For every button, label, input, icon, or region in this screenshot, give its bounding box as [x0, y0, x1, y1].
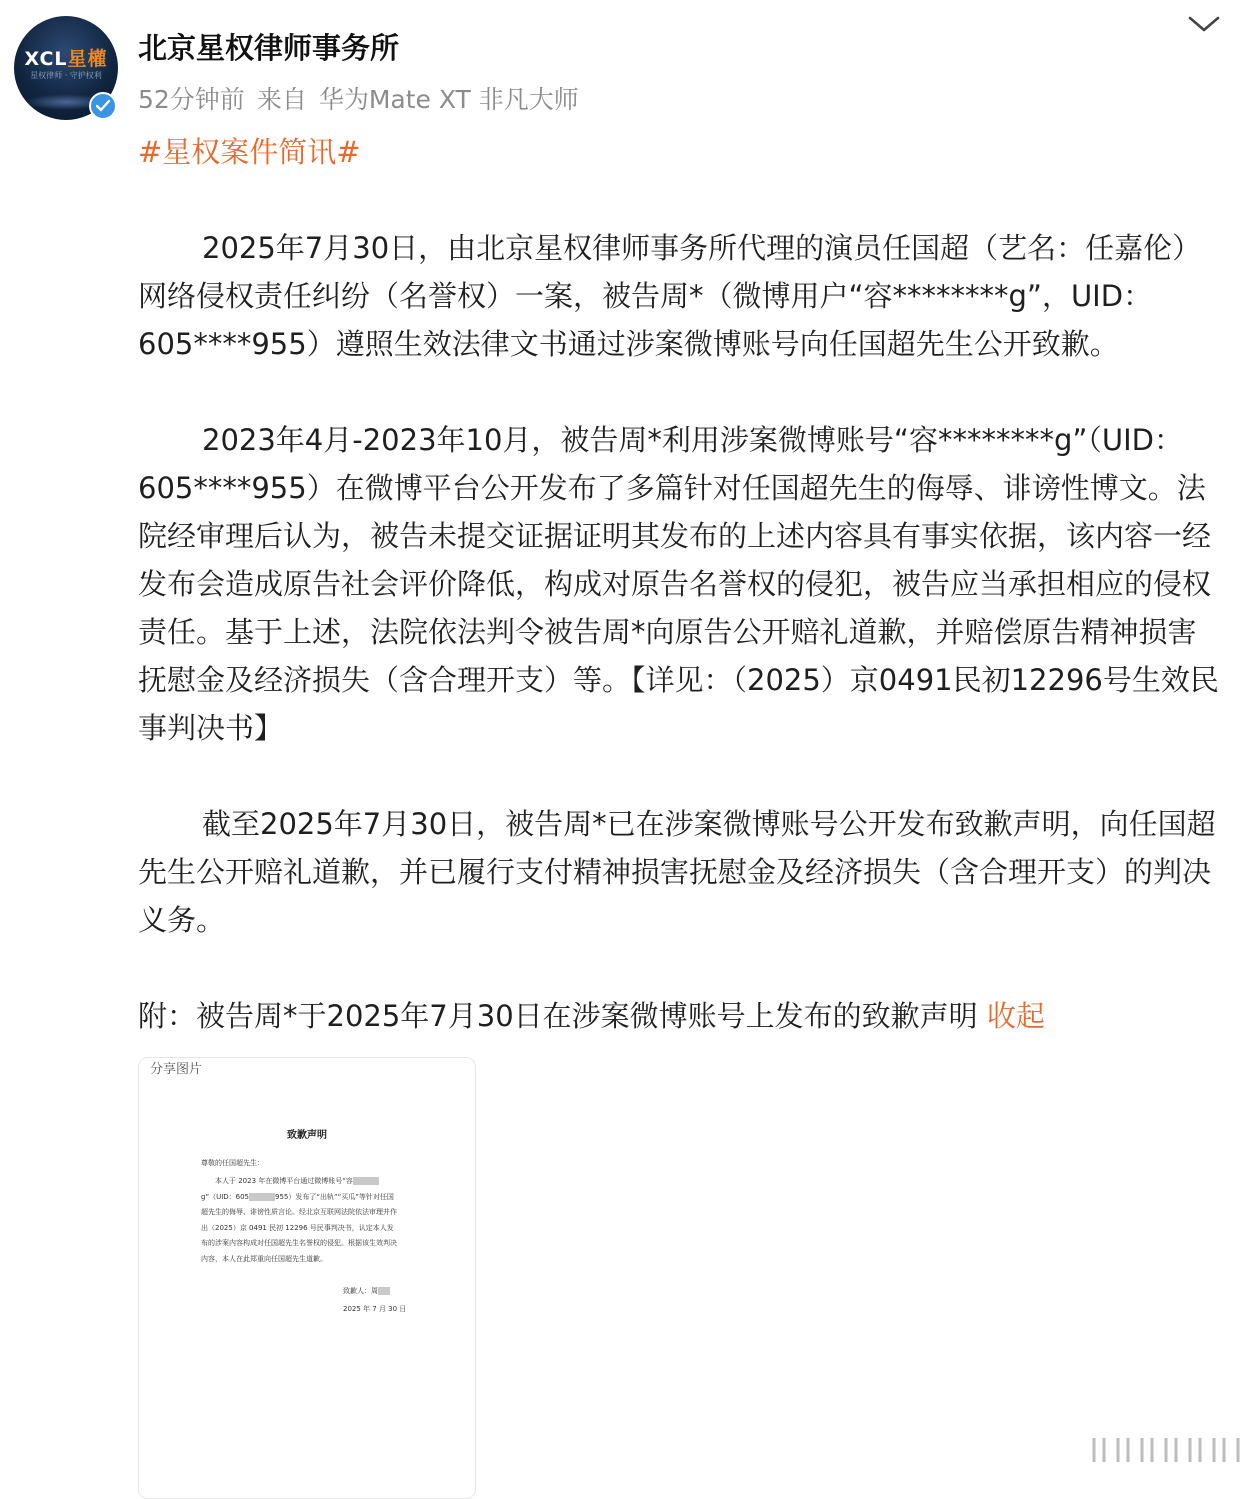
- redaction-block: [378, 1287, 390, 1295]
- share-image-label: 分享图片: [150, 1062, 203, 1077]
- doc-signature: [343, 1286, 390, 1296]
- post-source-prefix: 来自: [256, 85, 307, 114]
- avatar-logo-latin: XCL: [24, 48, 68, 70]
- doc-body-part-1: 本人于 2023 年在微博平台通过微博账号“容: [215, 1177, 353, 1185]
- avatar-logo-cn: 星權: [67, 48, 108, 70]
- doc-body-part-3: 955）发布了“出轨”“买瓜”等针对任国超先生的侮辱、诽谤性质言论。经北京互联网法院依法审理并作出（2025）京 0491 民初 12296 号民事判决书，认定本人发布的涉案内容构成对任国超先生名誉权的侵犯。根据该生效判决内容，本人在此郑重向任国超先生道歉。: [201, 1192, 397, 1263]
- post-paragraph-1: 2025年7月30日，由北京星权律师事务所代理的演员任国超（艺名：任嘉伦）网络侵权责任纠纷（名誉权）一案，被告周*（微博用户“容********g”，UID：605****955）遵照生效法律文书通过涉案微博账号向任国超先生公开致歉。: [138, 231, 1202, 361]
- attachment-note: 附：被告周*于2025年7月30日在涉案微博账号上发布的致歉声明: [138, 999, 978, 1033]
- redaction-block: [249, 1193, 275, 1201]
- doc-body-part-2: g”（UID：605: [201, 1192, 250, 1201]
- doc-body: [201, 1174, 397, 1267]
- attachment-line: [138, 992, 1223, 1040]
- verified-badge-icon: [89, 92, 117, 120]
- post-paragraph-3: 截至2025年7月30日，被告周*已在涉案微博账号公开发布致歉声明，向任国超先生公开赔礼道歉，并已履行支付精神损害抚慰金及经济损失（含合理开支）的判决义务。: [138, 807, 1216, 937]
- chevron-down-icon[interactable]: [1186, 12, 1222, 36]
- post-hashtag[interactable]: #星权案件简讯#: [138, 135, 361, 169]
- account-name[interactable]: 北京星权律师事务所: [138, 31, 400, 65]
- post-device[interactable]: 华为Mate XT 非凡大师: [318, 85, 579, 114]
- redaction-block: [353, 1177, 379, 1185]
- post-meta: [138, 80, 591, 116]
- post-content: [138, 128, 1223, 1040]
- post-time: 52分钟前: [138, 85, 245, 114]
- doc-signature-text: 致歉人：周: [343, 1287, 378, 1295]
- doc-greeting: 尊敬的任国超先生：: [201, 1159, 264, 1167]
- doc-title: 致歉声明: [287, 1130, 327, 1141]
- avatar-logo: [14, 44, 118, 71]
- shared-image[interactable]: [138, 1057, 476, 1499]
- avatar-tagline: 星权律师 · 守护权利: [30, 71, 102, 80]
- doc-date: 2025 年 7 月 30 日: [343, 1305, 407, 1313]
- collapse-link[interactable]: 收起: [986, 999, 1045, 1033]
- watermark-icon: [1088, 1432, 1248, 1468]
- post-paragraph-2: 2023年4月-2023年10月，被告周*利用涉案微博账号“容********g”（UID：605****955）在微博平台公开发布了多篇针对任国超先生的侮辱、诽谤性博文。法院经审理后认为，被告未提交证据证明其发布的上述内容具有事实依据，该内容一经发布会造成原告社会评价降低，构成对原告名誉权的侵犯，被告应当承担相应的侵权责任。基于上述，法院依法判令被告周*向原告公开赔礼道歉，并赔偿原告精神损害抚慰金及经济损失（含合理开支）等。【详见：（2025）京0491民初12296号生效民事判决书】: [138, 423, 1219, 745]
